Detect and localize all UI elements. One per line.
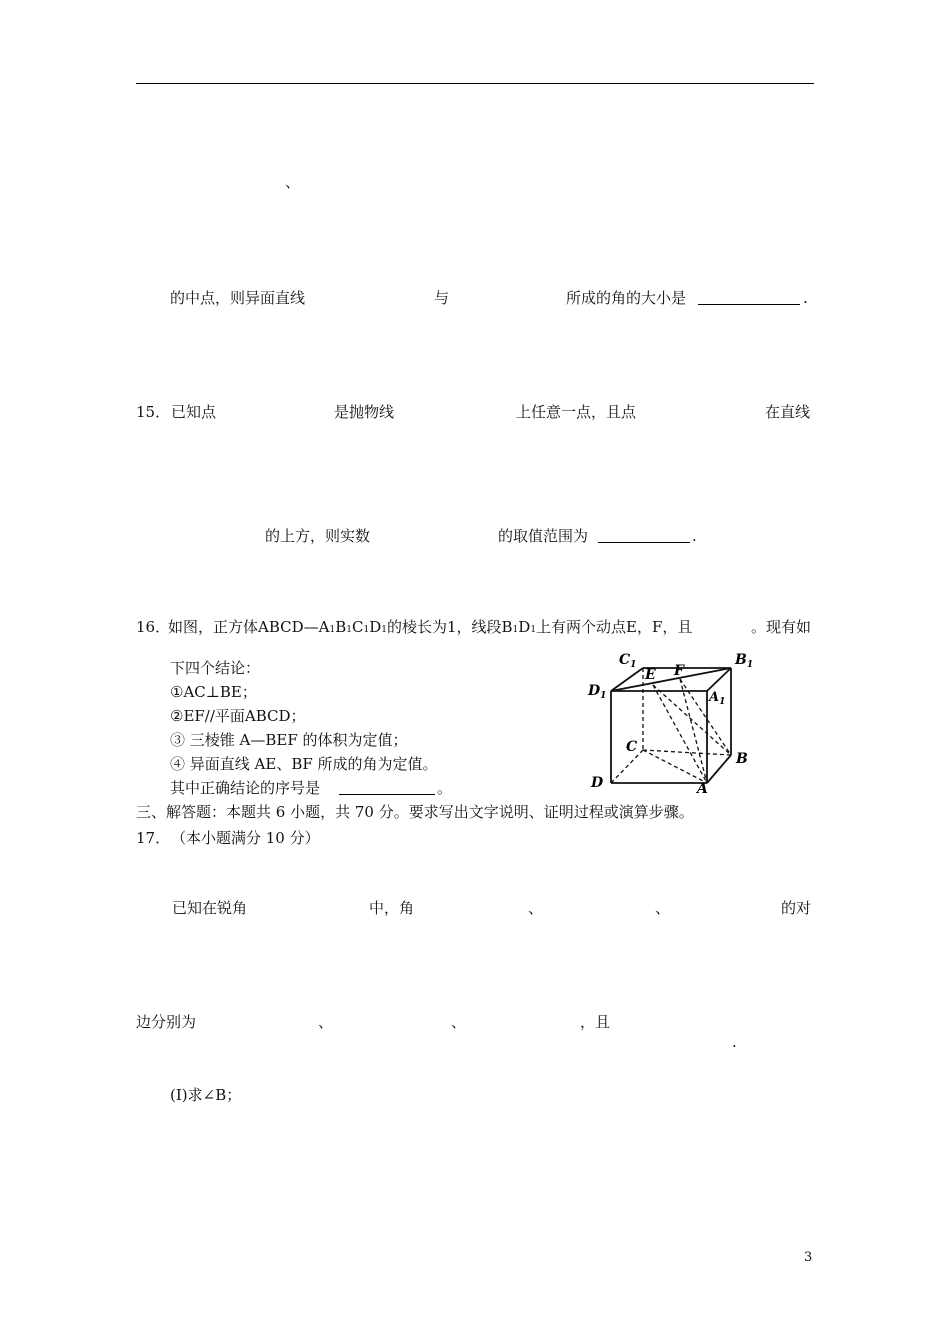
label-c1: $C_1$ bbox=[619, 652, 637, 670]
section-3-heading: 三、解答题：本题共 6 小题，共 70 分。要求写出文字说明、证明过程或演算步骤。 bbox=[136, 803, 694, 821]
q16-item-4: ④ 异面直线 AE、BF 所成的角为定值。 bbox=[170, 755, 438, 773]
label-a1: $A_1$ bbox=[709, 690, 726, 707]
q15-text-1: 已知点 bbox=[171, 403, 217, 421]
q16-ask: 其中正确结论的序号是 bbox=[170, 779, 321, 797]
q15-end: . bbox=[692, 527, 697, 545]
q17-title: （本小题满分 10 分） bbox=[171, 829, 320, 847]
q16-stem: 如图，正方体ABCD—A1B1C1D1的棱长为1，线段B1D1上有两个动点E，F，且 bbox=[168, 618, 693, 636]
q17-text-5: ，且 bbox=[580, 1013, 611, 1031]
q17-text-1: 已知在锐角 bbox=[172, 899, 248, 917]
label-d1: $D_1$ bbox=[588, 683, 607, 701]
q16-number: 16． bbox=[136, 618, 171, 636]
q16-ask-end: 。 bbox=[437, 779, 453, 797]
page-number: 3 bbox=[804, 1250, 813, 1265]
q17-sep-1: 、 bbox=[528, 899, 544, 917]
q17-text-4: 边分别为 bbox=[136, 1013, 197, 1031]
q15-text-4: 在直线 bbox=[765, 403, 811, 421]
label-e: E bbox=[645, 667, 656, 683]
label-d: D bbox=[591, 775, 604, 791]
q14-answer-blank bbox=[698, 290, 800, 305]
q14-text-2: 与 bbox=[434, 289, 450, 307]
q15-number: 15． bbox=[136, 403, 171, 421]
q17-text-3: 的对 bbox=[781, 899, 812, 917]
q17-part-1: (I)求∠B； bbox=[170, 1086, 242, 1104]
label-c: C bbox=[626, 739, 638, 755]
q15-answer-blank bbox=[598, 528, 690, 543]
q17-text-2: 中，角 bbox=[369, 899, 415, 917]
q15-text-5: 的上方，则实数 bbox=[265, 527, 371, 545]
q16-intro: 下四个结论： bbox=[170, 659, 261, 677]
label-f: F bbox=[674, 663, 684, 679]
q15-text-2: 是抛物线 bbox=[334, 403, 395, 421]
q16-answer-blank bbox=[339, 780, 435, 795]
q16-item-1: ①AC⊥BE； bbox=[170, 683, 257, 701]
label-b1: $B_1$ bbox=[735, 652, 754, 670]
q17-sep-4: 、 bbox=[451, 1013, 467, 1031]
cube-figure bbox=[585, 645, 760, 795]
q17-sep-3: 、 bbox=[318, 1013, 334, 1031]
q14-text-1: 的中点，则异面直线 bbox=[170, 289, 306, 307]
q17-dot: . bbox=[732, 1033, 737, 1051]
q14-end: . bbox=[803, 289, 808, 307]
q14-text-3: 所成的角的大小是 bbox=[566, 289, 687, 307]
q15-text-6: 的取值范围为 bbox=[498, 527, 589, 545]
stray-comma: 、 bbox=[285, 173, 301, 191]
header-rule bbox=[136, 83, 814, 84]
q15-text-3: 上任意一点，且点 bbox=[516, 403, 637, 421]
label-b: B bbox=[736, 751, 748, 767]
q16-item-3: ③ 三棱锥 A—BEF 的体积为定值； bbox=[170, 731, 408, 749]
q16-item-2: ②EF//平面ABCD； bbox=[170, 707, 306, 725]
q17-sep-2: 、 bbox=[655, 899, 671, 917]
label-a: A bbox=[697, 781, 708, 795]
q16-stem-tail: 。现有如 bbox=[751, 618, 812, 636]
q17-number: 17． bbox=[136, 829, 171, 847]
